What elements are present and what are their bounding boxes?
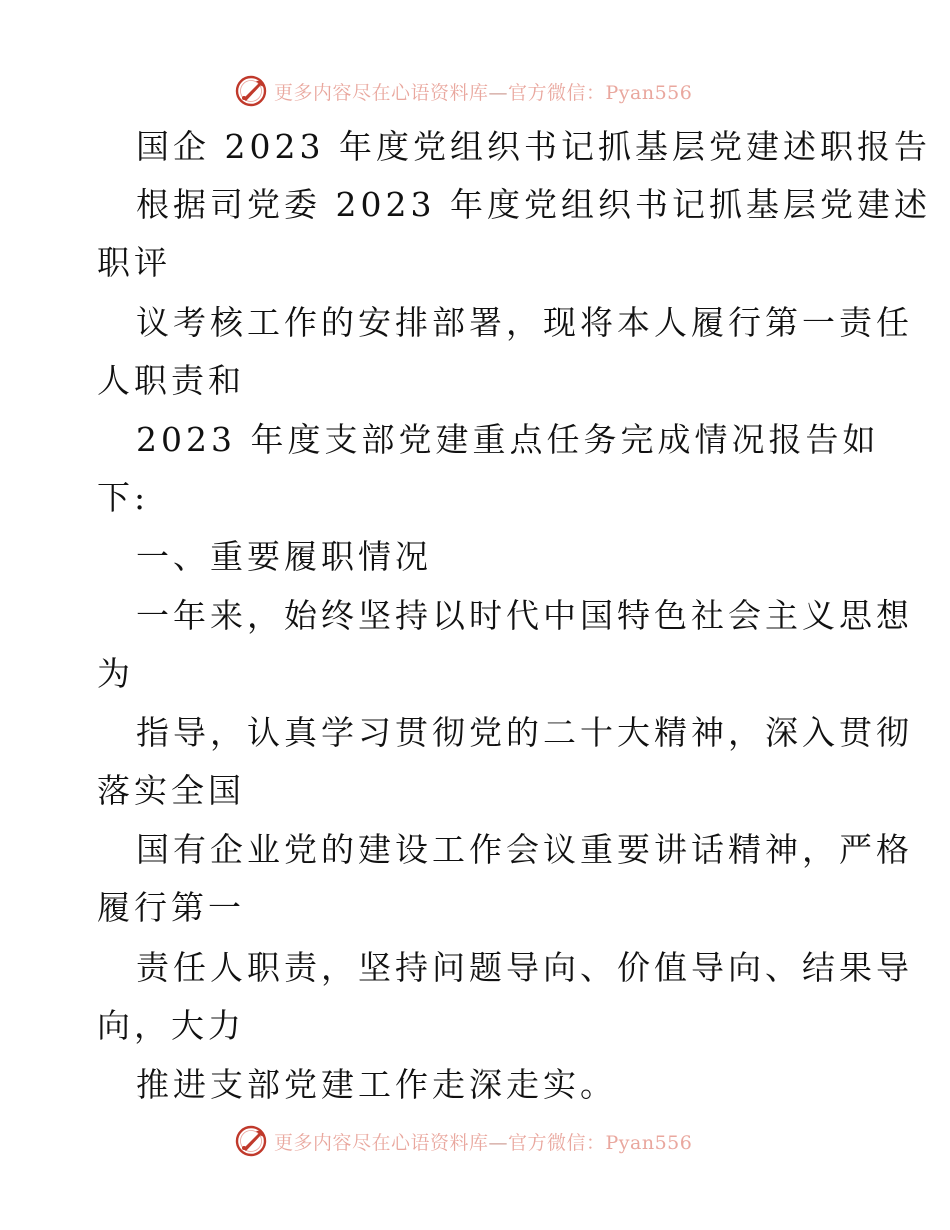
watermark-site-text: 更多内容尽在心语资料库 [274,81,489,104]
paragraph-line: 下: [97,478,150,517]
watermark-text [274,78,692,105]
paragraph-line: 2023 年度支部党建重点任务完成情况报告如 [136,420,880,459]
paragraph-line: 推进支部党建工作走深走实。 [136,1065,617,1104]
watermark-separator: — [488,81,509,104]
watermark-official-text: 官方微信：Pyan556 [508,1131,693,1154]
document-title: 国企 2023 年度党组织书记抓基层党建述职报告 [136,127,931,166]
watermark-separator: — [488,1131,509,1154]
watermark-text [274,1128,692,1155]
quill-logo-icon [234,1124,268,1158]
paragraph-line: 一年来，始终坚持以时代中国特色社会主义思想 [136,596,913,635]
paragraph-line: 议考核工作的安排部署，现将本人履行第一责任 [136,303,913,342]
paragraph-line: 国有企业党的建设工作会议重要讲话精神，严格 [136,830,913,869]
watermark-official-text: 官方微信：Pyan556 [508,81,693,104]
quill-logo-icon [234,74,268,108]
header-watermark [234,71,714,111]
footer-watermark [234,1121,714,1161]
paragraph-line: 指导，认真学习贯彻党的二十大精神，深入贯彻 [136,713,913,752]
paragraph-line: 向，大力 [97,1006,245,1045]
paragraph-line: 责任人职责，坚持问题导向、价值导向、结果导 [136,948,913,987]
paragraph-line: 根据司党委 2023 年度党组织书记抓基层党建述 [136,185,931,224]
paragraph-line: 职评 [97,243,171,282]
paragraph-line: 履行第一 [97,888,245,927]
paragraph-line: 人职责和 [97,361,245,400]
paragraph-line: 落实全国 [97,771,245,810]
watermark-site-text: 更多内容尽在心语资料库 [274,1131,489,1154]
section-heading: 一、重要履职情况 [136,537,432,576]
paragraph-line: 为 [97,654,134,693]
